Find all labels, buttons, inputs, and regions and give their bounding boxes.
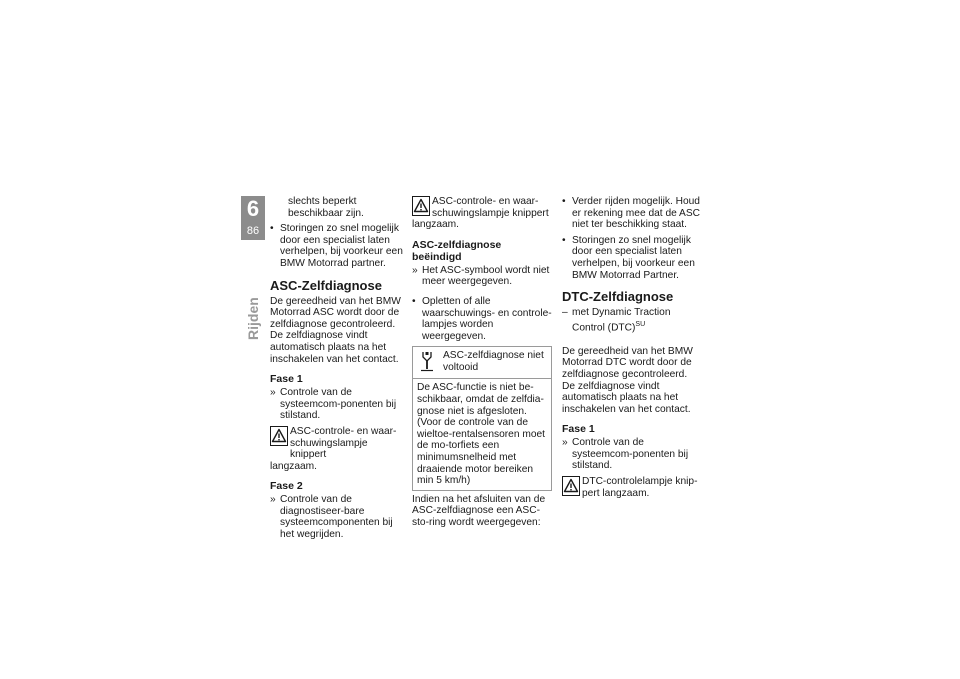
equipment-text: met Dynamic Traction Control (DTC) xyxy=(572,307,671,334)
step-heading: Fase 1 xyxy=(270,373,303,386)
warning-note xyxy=(270,426,406,472)
dash-mark: – xyxy=(562,307,568,319)
step-text: Controle van de systeemcom-ponenten bij stilstand. xyxy=(572,437,689,472)
list-item xyxy=(562,235,702,281)
bullet-text: Verder rijden mogelijk. Houd er rekening mee dat de ASC niet ter beschikking staat. xyxy=(572,196,700,231)
info-box xyxy=(412,346,552,490)
list-item xyxy=(270,387,406,422)
bullet-mark: • xyxy=(562,196,566,207)
bullet-mark: • xyxy=(412,295,416,307)
list-item xyxy=(562,196,702,231)
column-3 xyxy=(562,196,702,503)
chapter-tab xyxy=(241,196,265,240)
warning-note xyxy=(562,476,702,499)
paragraph: De gereedheid van het BMW Motorrad DTC wordt door de zelfdiagnose gecontroleerd. De zelfdiagnose vindt automatisch plaats na het inschakelen van het contact. xyxy=(562,345,693,415)
warning-text: ASC-controle- en waar-schuwingslampje knippert xyxy=(432,196,549,219)
warning-text-continued: langzaam. xyxy=(270,460,318,472)
info-box-title: ASC-zelfdiagnose niet voltooid xyxy=(443,350,544,373)
step-heading: ASC-zelfdiagnose beëindigd xyxy=(412,238,502,263)
warning-text-continued: langzaam. xyxy=(412,219,460,231)
step-mark: » xyxy=(270,387,276,399)
step-mark: » xyxy=(412,264,418,276)
step-heading: Fase 1 xyxy=(562,423,595,436)
info-box-body: De ASC-functie is niet be-schikbaar, omdat de zelfdia-gnose niet is afgesloten. (Voor de controle van de wieltoe-rentalsensoren moet de mo-torfiets een minimumsnelheid met draaiende motor bereiken min 5 km/h) xyxy=(417,382,545,487)
section-heading: ASC-Zelfdiagnose xyxy=(270,277,382,293)
step-heading: Fase 2 xyxy=(270,480,303,493)
info-box-header xyxy=(413,347,551,379)
warning-lamp-icon xyxy=(412,196,430,216)
page-number: 86 xyxy=(246,225,260,237)
section-heading: DTC-Zelfdiagnose xyxy=(562,289,674,305)
equipment-note xyxy=(562,307,702,334)
column-1 xyxy=(270,196,406,545)
step-mark: » xyxy=(562,437,568,449)
list-item xyxy=(270,223,406,269)
paragraph: Indien na het afsluiten van de ASC-zelfdiagnose een ASC-sto-ring wordt weergegeven: xyxy=(412,493,546,528)
step-text: Het ASC-symbool wordt niet meer weergegeven. xyxy=(422,264,550,288)
bullet-text: Storingen zo snel mogelijk door een specialist laten verhelpen, bij voorkeur een BMW Motorrad partner. xyxy=(280,223,403,269)
warning-lamp-icon xyxy=(562,476,580,496)
step-mark: » xyxy=(270,494,276,506)
wrench-info-icon xyxy=(419,350,435,372)
bullet-mark: • xyxy=(270,223,274,235)
warning-text: DTC-controlelampje knip-pert langzaam. xyxy=(582,476,698,499)
paragraph: De gereedheid van het BMW Motorrad ASC wordt door de zelfdiagnose gecontroleerd. De zelfdiagnose vindt automatisch plaats na het inschakelen van het contact. xyxy=(270,295,401,365)
chapter-number: 6 xyxy=(246,196,260,221)
equipment-superscript: SU xyxy=(635,320,646,328)
list-item xyxy=(412,265,552,288)
intro-text: slechts beperkt beschikbaar zijn. xyxy=(288,196,364,219)
list-item xyxy=(270,494,406,540)
warning-text: ASC-controle- en waar-schuwingslampje knippert xyxy=(290,425,397,461)
step-text: Controle van de systeemcom-ponenten bij stilstand. xyxy=(280,387,397,422)
bullet-text: Storingen zo snel mogelijk door een specialist laten verhelpen, bij voorkeur een BMW Motorrad Partner. xyxy=(572,234,695,281)
bullet-text: Opletten of alle waarschuwings- en controle-lampjes worden weergegeven. xyxy=(422,295,552,342)
chapter-title: Rijden xyxy=(245,297,261,340)
bullet-mark: • xyxy=(562,234,566,246)
column-2 xyxy=(412,196,552,532)
list-item xyxy=(562,437,702,472)
list-item xyxy=(412,296,552,342)
step-text: Controle van de diagnostiseer-bare systeemcomponenten bij het wegrijden. xyxy=(280,494,393,541)
warning-lamp-icon xyxy=(270,426,288,446)
warning-note xyxy=(412,196,552,231)
